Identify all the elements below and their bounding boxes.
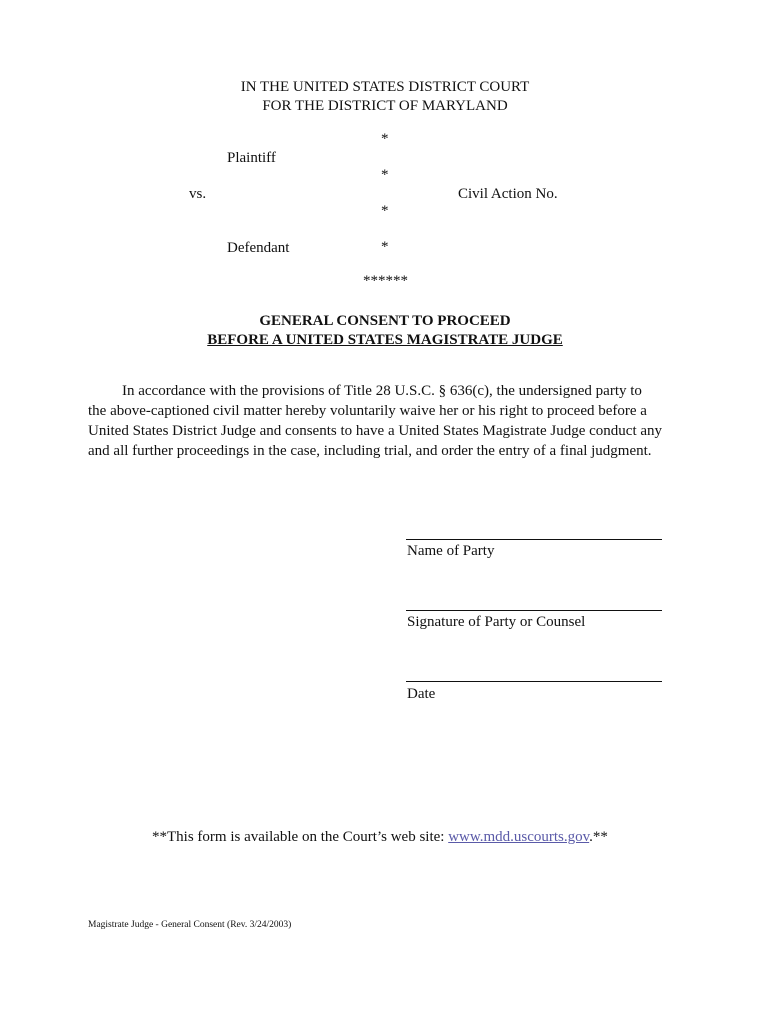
form-footer: Magistrate Judge - General Consent (Rev. 3/24/2003) xyxy=(88,920,292,930)
paragraph-line-3: United States District Judge and consents to have a United States Magistrate Judge conduct any xyxy=(88,423,663,439)
name-of-party-line[interactable] xyxy=(406,539,662,540)
form-title-line1: GENERAL CONSENT TO PROCEED xyxy=(259,313,511,329)
paragraph-line-4: and all further proceedings in the case, including trial, and order the entry of a final judgment. xyxy=(88,443,652,459)
signature-label: Signature of Party or Counsel xyxy=(407,614,586,630)
civil-action-label: Civil Action No. xyxy=(458,186,558,202)
defendant-label: Defendant xyxy=(227,240,290,256)
website-note-suffix: .** xyxy=(589,829,608,845)
versus-label: vs. xyxy=(189,186,207,202)
paragraph-line-2: the above-captioned civil matter hereby voluntarily waive her or his right to proceed before a xyxy=(88,403,647,419)
court-name-line2: FOR THE DISTRICT OF MARYLAND xyxy=(262,98,508,114)
date-line[interactable] xyxy=(406,681,662,682)
caption-star-1: * xyxy=(381,131,389,147)
consent-paragraph xyxy=(88,381,688,461)
form-title-line2-wrap xyxy=(0,330,770,350)
caption-star-2: * xyxy=(381,167,389,183)
court-website-link[interactable]: www.mdd.uscourts.gov xyxy=(448,829,590,845)
court-name-line1: IN THE UNITED STATES DISTRICT COURT xyxy=(240,79,530,95)
website-note-prefix: **This form is available on the Court’s web site: xyxy=(152,829,449,845)
form-title-line2: BEFORE A UNITED STATES MAGISTRATE JUDGE xyxy=(207,332,563,348)
caption-star-3: * xyxy=(381,203,389,219)
website-note xyxy=(152,829,608,846)
paragraph-line-1: In accordance with the provisions of Title 28 U.S.C. § 636(c), the undersigned party to xyxy=(122,383,642,399)
caption-stars-row: ****** xyxy=(363,273,408,289)
date-label: Date xyxy=(407,686,436,702)
signature-line[interactable] xyxy=(406,610,662,611)
caption-star-4: * xyxy=(381,239,389,255)
name-of-party-label: Name of Party xyxy=(407,543,495,559)
plaintiff-label: Plaintiff xyxy=(227,150,276,166)
